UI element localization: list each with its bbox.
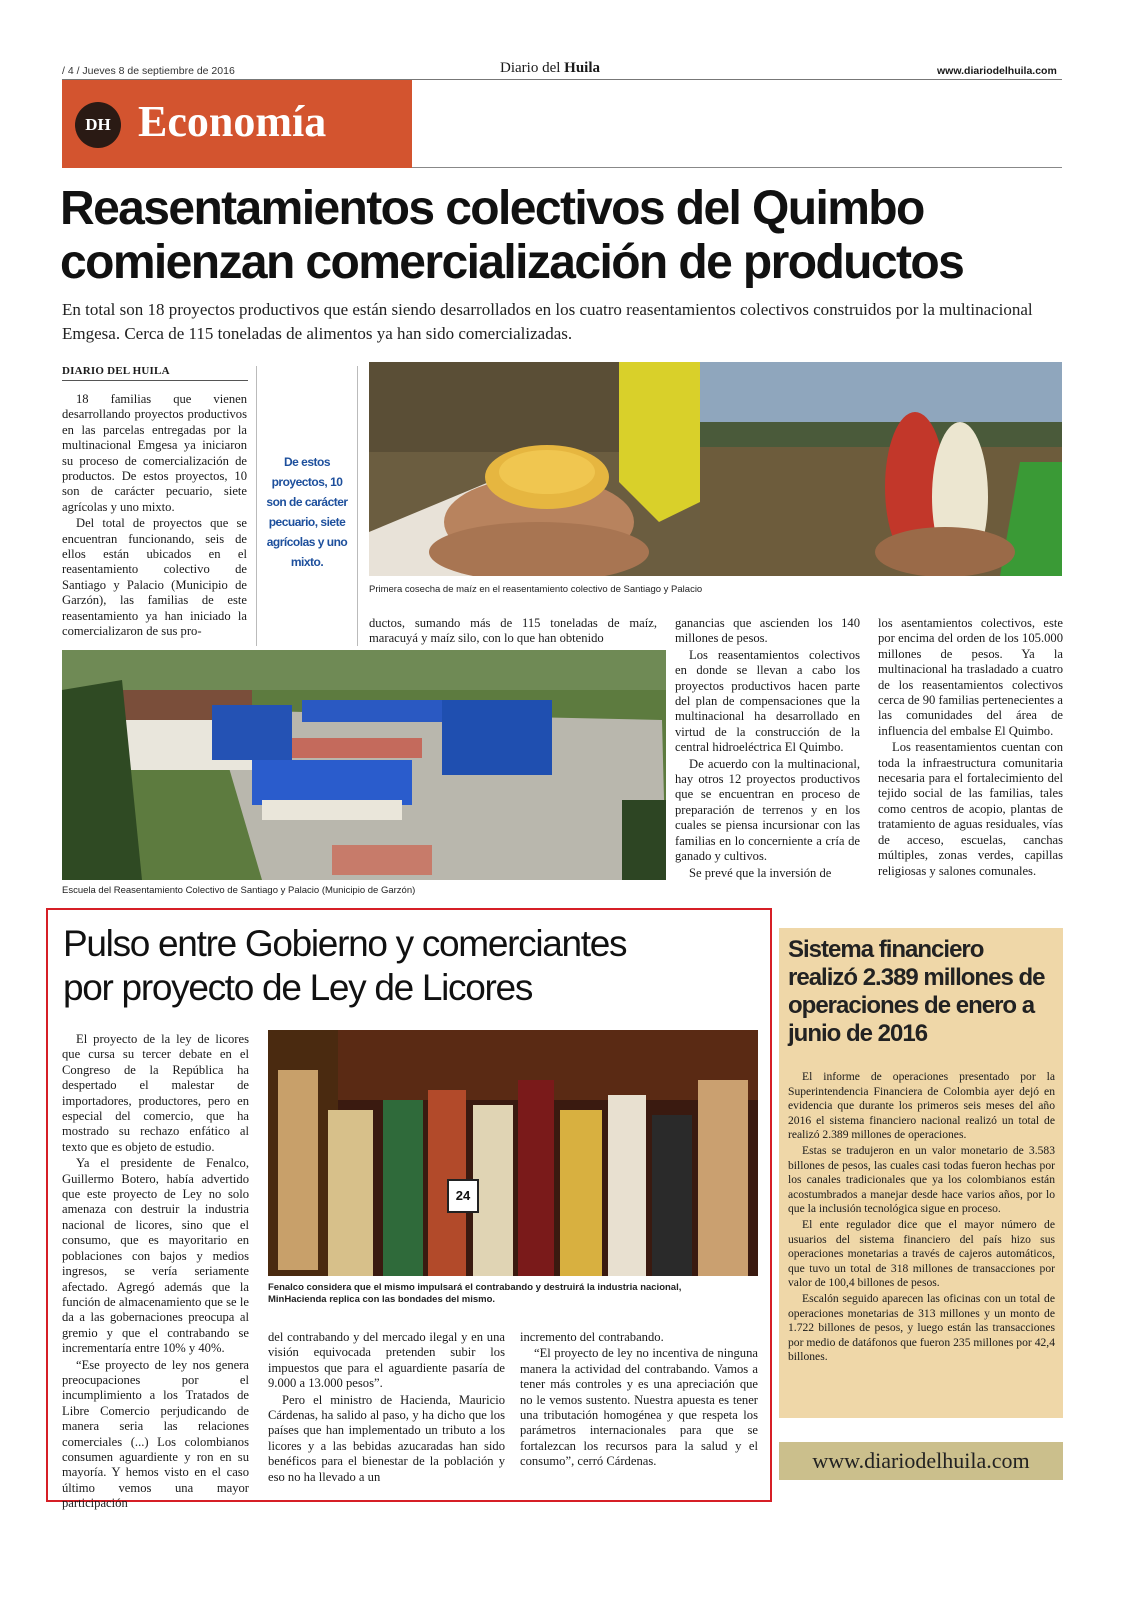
article1-column4 — [878, 616, 1063, 880]
paragraph: El ente regulador dice que el mayor número de usuarios del sistema financiero del país hizo sus operaciones monetarias a través de cajeros automáticos, que tuvo un total de 318 millones de transacciones por valor de 100,4 billones de pesos. — [788, 1217, 1055, 1290]
paragraph: “Ese proyecto de ley nos genera preocupaciones por el incumplimiento a los Tratados de Libre Comercio perjudicando de manera seria las relaciones comerciales (...) Los colombianos consumen aguardiente y ron en su mayoría. Y hemos visto en el caso último vemos una mayor participación — [62, 1357, 249, 1511]
sidebar-body — [788, 1070, 1055, 1366]
article1-column1 — [62, 392, 247, 641]
paragraph: 18 familias que vienen desarrollando proyectos productivos en las parcelas entregadas por la multinacional Emgesa ya iniciaron su proceso de comercialización de productos. De estos proyectos, 10 son de carácter pecuario, siete agrícolas y uno mixto. — [62, 392, 247, 514]
article2-column3 — [520, 1330, 758, 1471]
column-divider — [256, 366, 257, 646]
corn-hands-image — [369, 362, 700, 576]
website-footer-link[interactable]: www.diariodelhuila.com — [812, 1448, 1030, 1473]
page-date: / 4 / Jueves 8 de septiembre de 2016 — [62, 65, 235, 77]
paragraph: “El proyecto de ley no incentiva de ninguna manera la actividad del contrabando. Vamos a tener más controles y es una apreciación que no le vemos sustento. Nuestra apuesta es tener una tributación homogénea y que respeta los parámetros internacionales para que se fortalezcan los recursos para la salud y el consumo”, cerró Cárdenas. — [520, 1346, 758, 1469]
article1-lead: En total son 18 proyectos productivos que están siendo desarrollados en los cuatro reasentamientos colectivos construidos por la multinacional Emgesa. Cerca de 115 toneladas de alimentos ya han sido comercializadas. — [62, 300, 1033, 343]
school-aerial-image — [62, 650, 666, 880]
paragraph: ganancias que ascienden los 140 millones de pesos. — [675, 616, 860, 646]
article1-column3 — [675, 616, 860, 882]
paragraph: El proyecto de la ley de licores que cursa su tercer debate en el Congreso de la República ha despertado el malestar de importadores, productores, pero en especial del comercio, que ha mostrado su rechazo enfático al texto que es objeto de estudio. — [62, 1032, 249, 1154]
pullquote: De estos proyectos, 10 son de carácter pecuario, siete agrícolas y uno mixto. — [266, 455, 348, 569]
article2-column1 — [62, 1032, 249, 1513]
article1-headline-line1: Reasentamientos colectivos del Quimbo — [60, 182, 924, 235]
website-footer-banner[interactable] — [779, 1442, 1063, 1480]
article1-byline: DIARIO DEL HUILA — [62, 365, 170, 377]
paragraph: los asentamientos colectivos, este por encima del orden de los 105.000 millones de pesos. Ya la multinacional ha trasladado a cuatro de los reasentamientos colectivos cerca de 90 familias pertenecientes a las comunidades del área de influencia del embalse El Quimbo. — [878, 616, 1063, 738]
article1-headline-line2: comienzan comercialización de productos — [60, 236, 964, 289]
article2-headline — [63, 922, 763, 1010]
corn-harvest-photo — [369, 362, 700, 576]
byline-rule — [62, 380, 248, 381]
article2-column2 — [268, 1330, 505, 1486]
school-aerial-photo — [62, 650, 666, 880]
bottle-price-tag: 24 — [455, 1188, 471, 1203]
paragraph: ductos, sumando más de 115 toneladas de maíz, maracuyá y maíz silo, con lo que han obtenido — [369, 616, 657, 646]
paragraph: Se prevé que la inversión de — [689, 865, 832, 880]
photo1-caption: Primera cosecha de maíz en el reasentamiento colectivo de Santiago y Palacio — [369, 584, 703, 595]
paragraph: Escalón seguido aparecen las oficinas con un total de operaciones monetarias de 313 millones y un monto de 1.722 billones de pesos, y luego están las transacciones por medio de datáfonos que fueron 235 millones por 42,4 billones. — [788, 1291, 1055, 1364]
photo2-caption: Escuela del Reasentamiento Colectivo de Santiago y Palacio (Municipio de Garzón) — [62, 885, 416, 896]
section-banner — [62, 80, 412, 168]
section-rule — [412, 167, 1062, 168]
dh-logo: DH — [75, 102, 121, 148]
corn-cobs-photo — [700, 362, 1062, 576]
paper-name — [500, 60, 600, 77]
paragraph: Estas se tradujeron en un valor monetario de 3.583 billones de pesos, las cuales casi todas fueron hechas por los canales tradicionales que ya los colombianos están acostumbrados a manejar desde hace varios años, por lo que la inclusión tecnológica sigue en proceso. — [788, 1143, 1055, 1216]
sidebar-headline: Sistema financiero realizó 2.389 millones de operaciones de enero a junio de 2016 — [788, 936, 1045, 1047]
paragraph: Los reasentamientos colectivos en donde se llevan a cabo los proyectos productivos hacen parte del plan de compensaciones que la multinacional ha desarrollado en virtud de la construcción de la central hidroeléctrica El Quimbo. — [675, 647, 860, 755]
article1-column2 — [369, 616, 657, 648]
paragraph: incremento del contrabando. — [520, 1330, 664, 1344]
corn-cobs-image — [700, 362, 1062, 576]
liquor-shelf-photo — [268, 1030, 758, 1276]
article1-headline — [60, 182, 1070, 290]
paragraph: El informe de operaciones presentado por la Superintendencia Financiera de Colombia ayer dejó en evidencia que durante los primeros seis meses del año 2016 el sistema financiero nacional realizó un total de realizó 2.389 millones de operaciones. — [788, 1070, 1055, 1142]
paper-name-b: Huila — [564, 60, 601, 76]
paragraph: Pero el ministro de Hacienda, Mauricio Cárdenas, ha salido al paso, y ha dicho que los países que han implementado un tributo a los licores y a las bebidas azucaradas han sido benéficos para el bienestar de la población y eso no ha llevado a un — [268, 1392, 505, 1484]
section-title: Economía — [138, 97, 327, 146]
paragraph: Del total de proyectos que se encuentran funcionando, seis de ellos están ubicados en el reasentamiento colectivo de Santiago y Palacio (Municipio de Garzón), las familias de este reasentamiento ya han iniciado la comercializaron de sus pro- — [62, 516, 247, 639]
paragraph: Ya el presidente de Fenalco, Guillermo Botero, había advertido que este proyecto de Ley no solo amenaza con destruir la industria nacional de licores, sino que el consumo, que es mayoritario en poblaciones con bajos y medios ingresos, se vería seriamente afectado. Agregó además que la función de almacenamiento que se le da a las gobernaciones preocupa al gremio y que el contrabando se incrementaría entre 10% y 40%. — [62, 1156, 249, 1356]
article2-headline-line2: por proyecto de Ley de Licores — [63, 967, 533, 1008]
paragraph: De acuerdo con la multinacional, hay otros 12 proyectos productivos que se encuentran en proceso de preparación de terrenos y en los cuales se piensa incursionar con las familias en lo concerniente a cría de ganado y cultivos. — [675, 756, 860, 864]
paragraph: del contrabando y del mercado ilegal y en una visión equivocada pretenden subir los impuestos que para el aguardiente pasaría de 9.000 a 13.000 pesos”. — [268, 1330, 505, 1391]
column-divider — [357, 366, 358, 646]
article2-headline-line1: Pulso entre Gobierno y comerciantes — [63, 923, 627, 964]
paper-name-a: Diario del — [500, 60, 565, 76]
liquor-bottles-image — [268, 1030, 758, 1276]
website-header[interactable]: www.diariodelhuila.com — [937, 65, 1057, 77]
article2-photo-caption: Fenalco considera que el mismo impulsará el contrabando y destruirá la industria nacional, MinHacienda replica con las bondades del mismo. — [268, 1282, 682, 1305]
paragraph: Los reasentamientos cuentan con toda la infraestructura comunitaria necesaria para el fortalecimiento del tejido social de las familias, tales como centros de acopio, plantas de tratamiento de aguas residuales, vías de acceso, escuelas, canchas múltiples, zonas verdes, capillas religiosas y salones comunales. — [878, 740, 1063, 878]
